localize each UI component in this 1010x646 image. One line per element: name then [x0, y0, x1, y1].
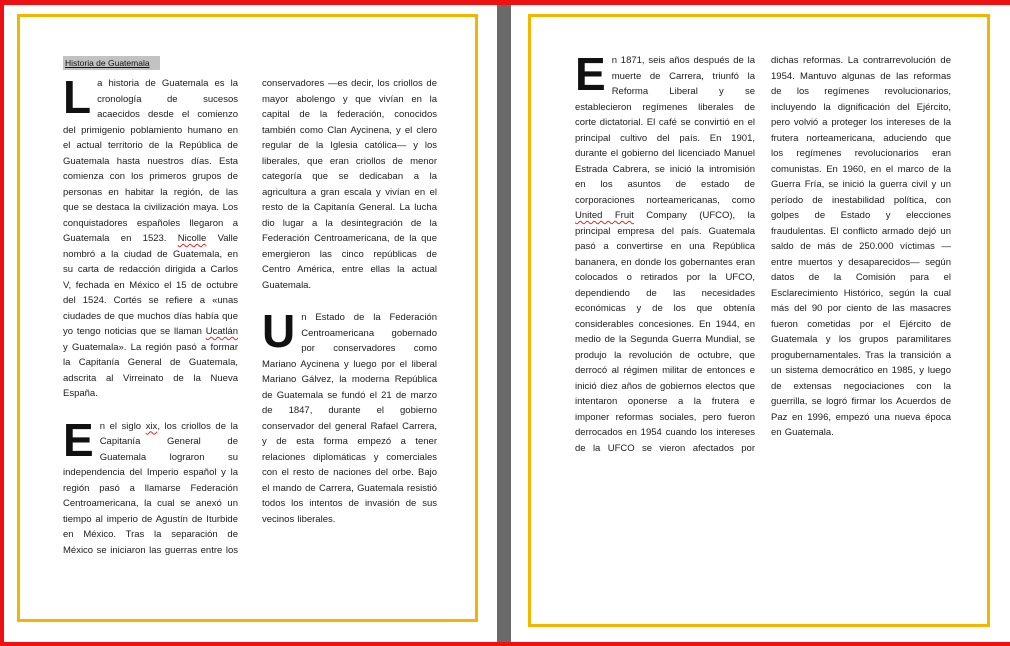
text-run: n el siglo — [99, 420, 146, 432]
drop-cap: L — [63, 71, 92, 123]
drop-cap: U — [262, 305, 296, 357]
paragraph — [262, 76, 437, 293]
text-run: y Guatemala». La región pasó a formar la Capitanía General de Guatemala, adscrita al Virreinato de la Nueva España. — [63, 341, 238, 399]
text-run: conservadores —es decir, los criollos de mayor abolengo y que vivían en la capital de la federación, conocidos también como Clan Aycinena, y el clero regular de la Iglesia católica— y los liberales, que eran criollos de menor categoría que se dedicaban a la agricultura a gran escala y vivían en el resto de la Capitanía General. La lucha dio lugar a la desintegración de la Federación Centroamericana, de la que emergieron las cinco repúblicas de Centro América, entre ellas la actual Guatemala. — [262, 78, 437, 291]
drop-cap: E — [63, 413, 94, 466]
misspelled-word: xix — [145, 420, 158, 432]
misspelled-word: Nicolle — [177, 233, 207, 244]
paragraph — [262, 305, 437, 527]
paragraph — [63, 71, 238, 402]
text-run: , los criollos de la Capitanía General de Guatemala lograron su independencia del Imperio español y la región pasó a llamarse Federación Centroamericana, la cual se anexó un tiempo al imperio de Agustín de Iturbide en México. Tras la separación de México se iniciaron las guerras entre los — [63, 420, 238, 556]
text-run: a historia de Guatemala es la cronología de sucesos acaecidos desde el comienzo del primigenio poblamiento humano en el actual territorio de la República de Guatemala hasta nuestros días. Esta comienza con los primeros grupos de personas en habitar la región, de las que se destaca la civilización maya. Los conquistadores españoles llegaron a Guatemala en 1523. — [63, 78, 238, 244]
page-1-column-1[interactable] — [63, 53, 238, 619]
drop-cap: E — [575, 48, 606, 100]
paragraph — [771, 53, 951, 441]
misspelled-word: Ucatlán — [205, 326, 238, 337]
text-run: Company (UFCO), la principal empresa del país. Guatemala pasó a convertirse en una República bananera, en donde los gobernantes eran colocados o retirados por la UFCO, dependiendo de las necesidades económicas y de los que obtenía considerables concesiones. En 1944, en medio de la Segunda Guerra Mundial, se produjo la revolución de octubre, que derrocó al régimen militar de entonces e inició diez años de gobiernos electos que intentaron oponerse a la frutera e imponer reformas sociales, pero fueron derrocados en 1954 cuando los intereses de la UFCO se vieron afectados por — [575, 210, 755, 454]
crop-border-left — [0, 0, 4, 646]
text-run: n 1871, seis años después de la muerte de Carrera, triunfó la Reforma Liberal y se establecieron regímenes liberales de corte dictatorial. El café se convirtió en el principal cultivo del país. En 1901, durante el gobierno del licenciado Manuel Estrada Cabrera, se inició la intromisión en los asuntos de estado de corporaciones norteamericanas, como — [575, 55, 755, 206]
text-run: Valle nombró a la ciudad de Guatemala, en su carta de redacción dirigida a Carlos V, fechada en México el 15 de octubre del 1524. Cortés se refiere a «unas ciudades de que muchos días había que yo tengo noticias que se llaman — [63, 233, 238, 337]
text-run: dichas reformas. La contrarrevolución de 1954. Mantuvo algunas de las reformas de los regímenes revolucionarios, incluyendo la dignificación del Ejército, pero volvió a proteger los intereses de la frutera norteamericana, aduciendo que los regímenes revolucionarios eran comunistas. En 1960, en el marco de la Guerra Fría, se inició la guerra civil y un período de inestabilidad política, con golpes de Estado y elecciones fraudulentas. El conflicto armado dejó un saldo de más de 250.000 víctimas —entre muertos y desaparecidos— según datos de la Comisión para el Esclarecimiento Histórico, según la cual más del 90 por ciento de las masacres fueron cometidas por el Ejército de Guatemala y los grupos paramilitares progubernamentales. Tras la transición a un sistema democrático en 1985, y luego de extensas negociaciones con la guerrilla, se logró firmar los Acuerdos de Paz en 1996, empezó una nueva época en Guatemala. — [771, 55, 951, 438]
page-divider — [497, 5, 511, 642]
page-2-column-1[interactable] — [575, 48, 755, 624]
page-2-column-2[interactable] — [771, 53, 951, 624]
crop-border-bottom — [0, 642, 1010, 646]
document-title: Historia de Guatemala — [63, 56, 160, 70]
paragraph — [63, 413, 238, 559]
page-1-column-2[interactable] — [262, 53, 437, 619]
text-run: n Estado de la Federación Centroamericana gobernado por conservadores como Mariano Aycinena y luego por el liberal Mariano Gálvez, la moderna República de Guatemala se fundó el 21 de marzo de 1847, durante el gobierno conservador del general Rafael Carrera, y de esta forma empezó a tener relaciones diplomáticas y comerciales con el resto de naciones del orbe. Bajo el mando de Carrera, Guatemala resistió todos los intentos de invasión de sus vecinos liberales. — [262, 312, 437, 525]
page-2 — [528, 14, 990, 627]
misspelled-word: United Fruit — [575, 210, 634, 221]
page-1 — [17, 14, 478, 622]
paragraph — [575, 48, 755, 456]
